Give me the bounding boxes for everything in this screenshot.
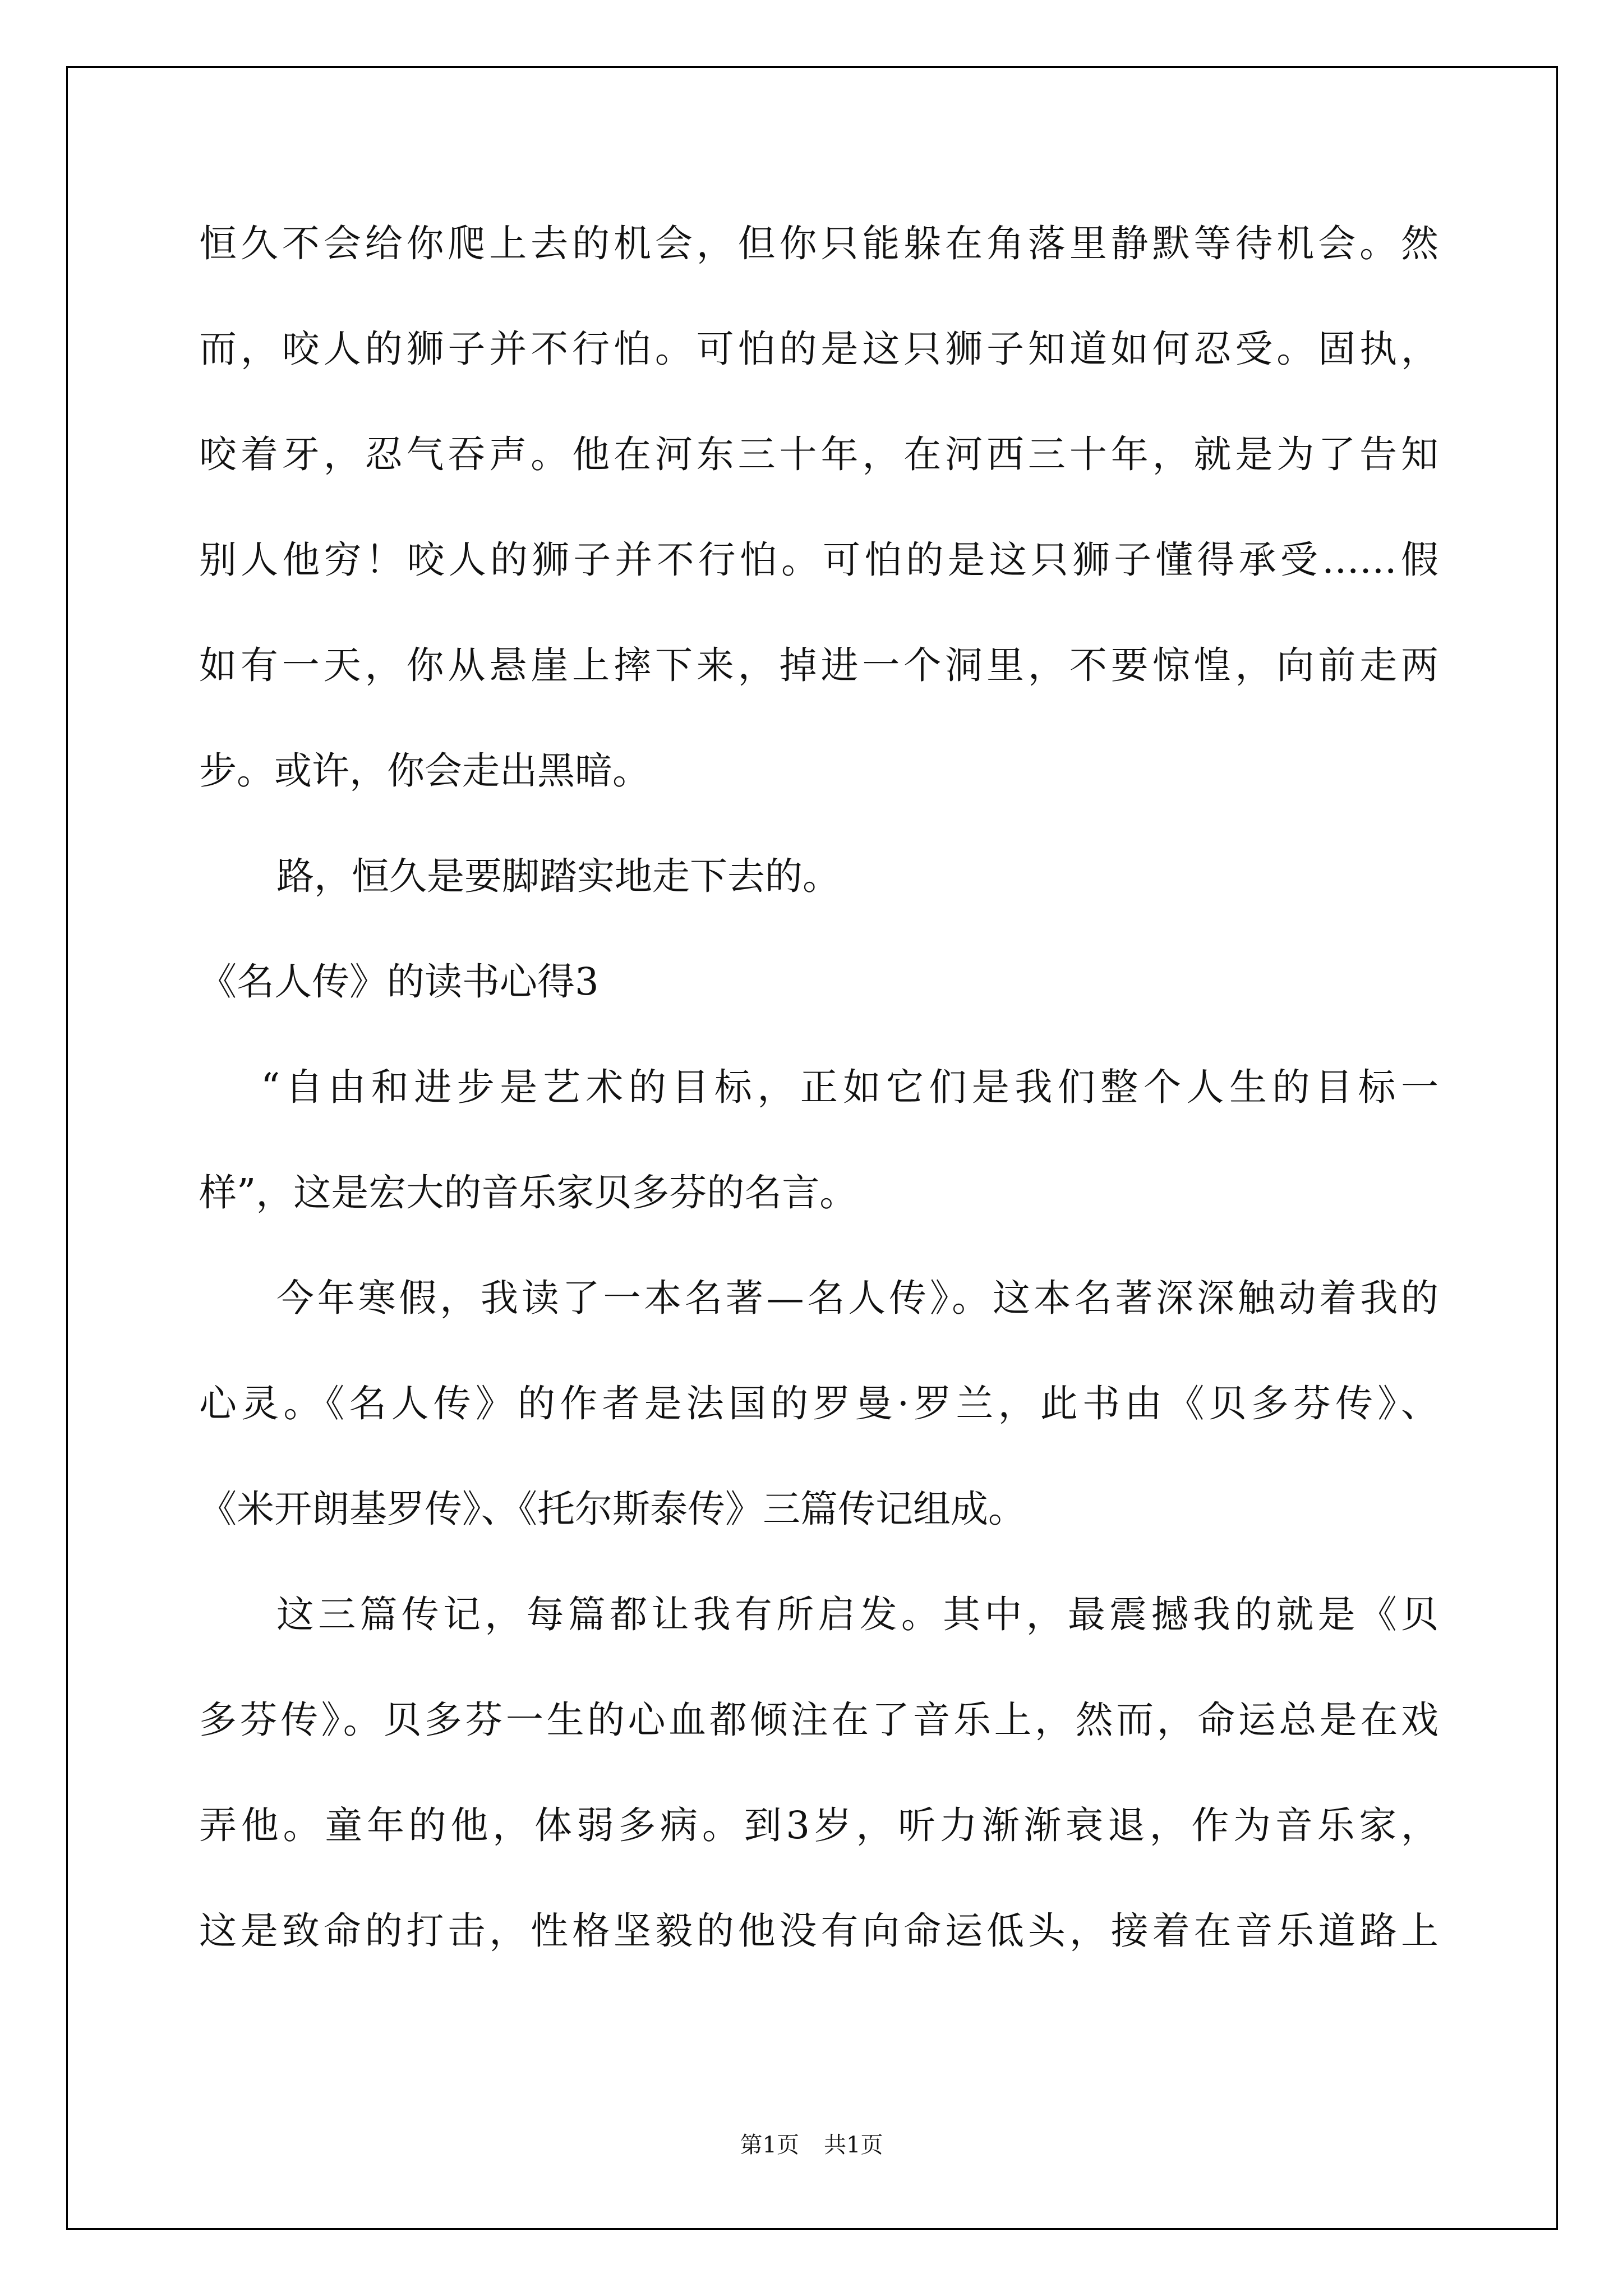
paragraph-line: 弄他。童年的他，体弱多病。到3岁，听力渐渐衰退，作为音乐家， bbox=[199, 1803, 1438, 1847]
document-body bbox=[199, 208, 1438, 2000]
paragraph-line: 而，咬人的狮子并不行怕。可怕的是这只狮子知道如何忍受。固执， bbox=[199, 327, 1438, 371]
page-footer bbox=[0, 2127, 1623, 2159]
paragraph-line: 这三篇传记，每篇都让我有所启发。其中，最震撼我的就是《贝 bbox=[276, 1593, 1438, 1636]
paragraph-line: 恒久不会给你爬上去的机会，但你只能躲在角落里静默等待机会。然 bbox=[199, 222, 1438, 265]
page-total: 共1页 bbox=[824, 2132, 883, 2158]
paragraph-line: 样”，这是宏大的音乐家贝多芬的名言。 bbox=[199, 1171, 857, 1214]
section-heading: 《名人传》的读书心得3 bbox=[199, 960, 599, 1004]
paragraph-line: 路，恒久是要脚踏实地走下去的。 bbox=[276, 854, 840, 898]
paragraph-line: 多芬传》。贝多芬一生的心血都倾注在了音乐上，然而，命运总是在戏 bbox=[199, 1698, 1438, 1742]
paragraph-line: “自由和进步是艺术的目标，正如它们是我们整个人生的目标一 bbox=[261, 1065, 1438, 1109]
paragraph-line: 别人他穷！咬人的狮子并不行怕。可怕的是这只狮子懂得承受……假 bbox=[199, 538, 1438, 582]
paragraph-line: 今年寒假，我读了一本名著—名人传》。这本名著深深触动着我的 bbox=[276, 1276, 1438, 1320]
paragraph-line: 步。或许，你会走出黑暗。 bbox=[199, 749, 650, 793]
paragraph-line: 咬着牙，忍气吞声。他在河东三十年，在河西三十年，就是为了告知 bbox=[199, 432, 1438, 476]
paragraph-line: 《米开朗基罗传》、《托尔斯泰传》三篇传记组成。 bbox=[199, 1487, 1026, 1531]
paragraph-line: 这是致命的打击，性格坚毅的他没有向命运低头，接着在音乐道路上 bbox=[199, 1909, 1438, 1953]
paragraph-line: 如有一天，你从悬崖上摔下来，掉进一个洞里，不要惊惶，向前走两 bbox=[199, 643, 1438, 687]
page-number: 第1页 bbox=[740, 2132, 799, 2158]
paragraph-line: 心灵。《名人传》的作者是法国的罗曼·罗兰，此书由《贝多芬传》、 bbox=[199, 1382, 1438, 1425]
